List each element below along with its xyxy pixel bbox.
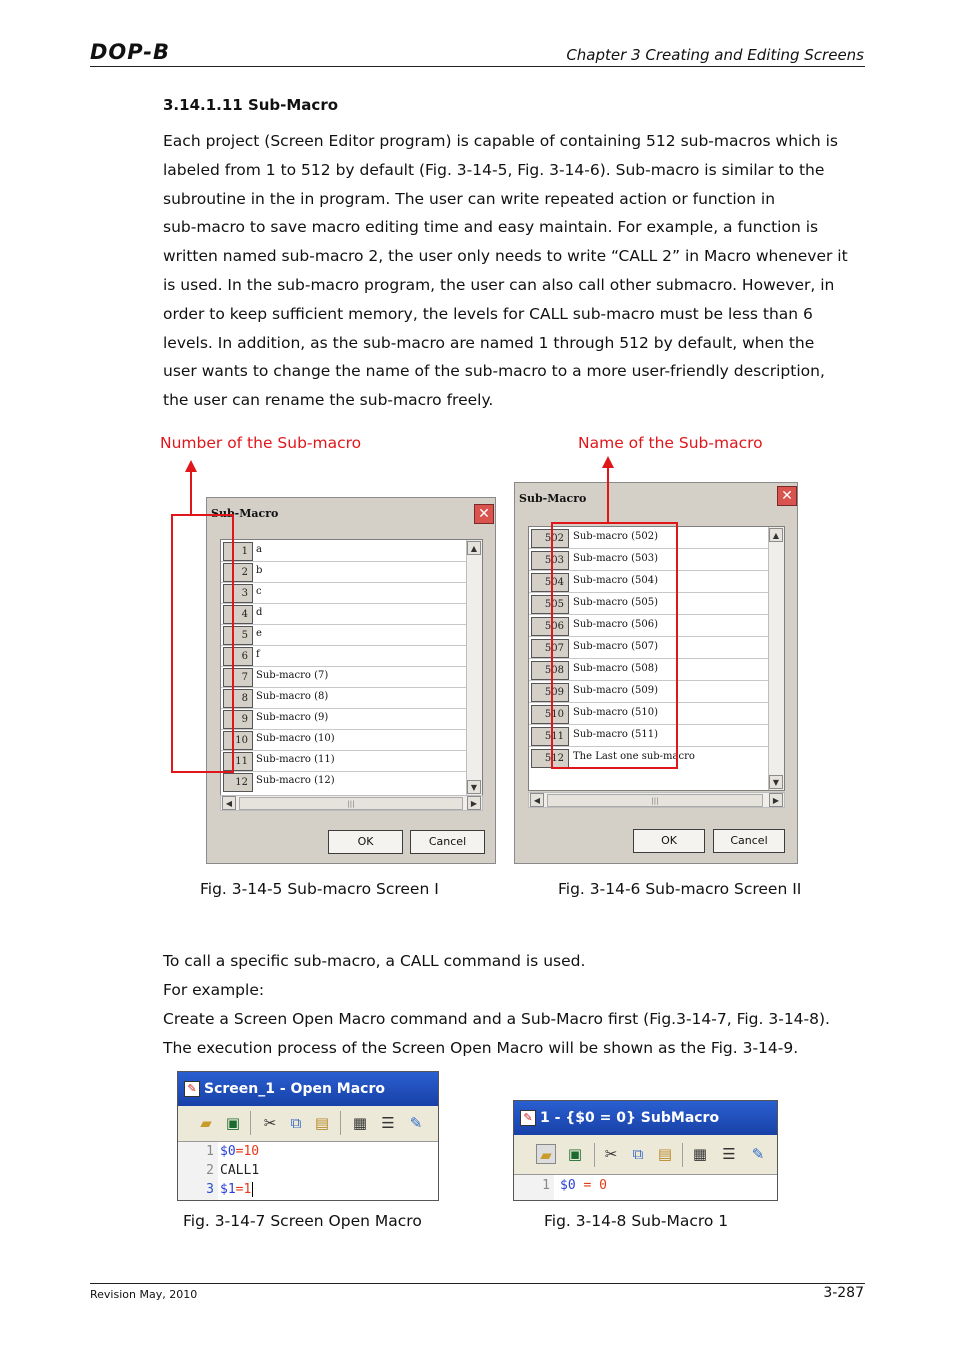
row-number: 505 <box>531 595 569 614</box>
row-name: Sub-macro (504) <box>573 575 658 586</box>
row-name: e <box>256 628 262 639</box>
row-number: 502 <box>531 529 569 548</box>
row-name: b <box>256 565 263 576</box>
horizontal-scrollbar[interactable] <box>220 795 483 811</box>
macro-toolbar <box>514 1135 777 1175</box>
row-number: 4 <box>223 605 253 624</box>
row-number: 3 <box>223 584 253 603</box>
figure-caption: Fig. 3-14-7 Screen Open Macro <box>183 1212 422 1230</box>
vertical-scrollbar[interactable] <box>768 527 784 790</box>
row-number: 508 <box>531 661 569 680</box>
row-name: Sub-macro (11) <box>256 754 335 765</box>
page-number: 3-287 <box>823 1285 864 1301</box>
scroll-thumb[interactable]: ||| <box>547 794 763 807</box>
row-name: a <box>256 544 262 555</box>
close-icon[interactable]: ✕ <box>474 504 494 524</box>
row-number: 506 <box>531 617 569 636</box>
list-item[interactable] <box>221 667 482 688</box>
row-number: 9 <box>223 710 253 729</box>
cut-icon[interactable]: ✂ <box>263 1114 277 1132</box>
scroll-down-icon[interactable]: ▼ <box>769 775 783 789</box>
line-number: 2 <box>206 1163 214 1178</box>
scroll-right-icon[interactable]: ▶ <box>467 796 481 810</box>
row-name: Sub-macro (10) <box>256 733 335 744</box>
code-line: $0 = 0 <box>560 1178 607 1193</box>
text-cursor <box>252 1182 253 1197</box>
body-text: To call a specific sub-macro, a CALL command is used. <box>163 952 586 970</box>
name-arrow-line <box>607 466 609 522</box>
body-text: For example: <box>163 981 265 999</box>
paragraph-line: is used. In the sub-macro program, the user can also call other submacro. However, in <box>163 275 835 294</box>
copy-icon[interactable]: ⧉ <box>632 1145 644 1163</box>
chapter-title: Chapter 3 Creating and Editing Screens <box>566 46 864 64</box>
copy-icon[interactable]: ⧉ <box>290 1114 302 1132</box>
paragraph-line: written named sub-macro 2, the user only needs to write “CALL 2” in Macro whenever it <box>163 247 848 266</box>
list-item[interactable] <box>221 646 482 667</box>
name-annotation: Name of the Sub-macro <box>578 434 763 452</box>
brand-logo: DOP-B <box>90 40 171 64</box>
row-name: Sub-macro (510) <box>573 707 658 718</box>
body-text: The execution process of the Screen Open Macro will be shown as the Fig. 3-14-9. <box>163 1039 799 1057</box>
dialog-title: Sub-Macro <box>211 507 279 520</box>
row-name: c <box>256 586 262 597</box>
row-name: Sub-macro (505) <box>573 597 658 608</box>
paragraph-line: subroutine in the in program. The user can write repeated action or function in <box>163 189 776 208</box>
window-title: Screen_1 - Open Macro <box>204 1081 386 1097</box>
paragraph-line: labeled from 1 to 512 by default (Fig. 3-14-5, Fig. 3-14-6). Sub-macro is similar to the <box>163 160 825 179</box>
row-name: Sub-macro (508) <box>573 663 658 674</box>
ok-button[interactable]: OK <box>328 830 403 854</box>
row-number: 12 <box>223 773 253 792</box>
list-item[interactable] <box>221 604 482 625</box>
save-icon[interactable]: ▣ <box>567 1145 583 1163</box>
figure-caption: Fig. 3-14-6 Sub-macro Screen II <box>558 880 802 898</box>
toolbar-separator <box>250 1111 251 1135</box>
row-name: Sub-macro (511) <box>573 729 658 740</box>
arrow-up-icon <box>185 460 197 472</box>
section-title: 3.14.1.11 Sub-Macro <box>163 96 339 114</box>
macro-icon: ✎ <box>520 1110 536 1126</box>
compile-icon[interactable]: ☰ <box>381 1114 395 1132</box>
paragraph-line: levels. In addition, as the sub-macro are named 1 through 512 by default, when the <box>163 333 815 352</box>
arrow-up-icon <box>602 456 614 468</box>
row-number: 509 <box>531 683 569 702</box>
list-item[interactable] <box>221 562 482 583</box>
row-name: Sub-macro (9) <box>256 712 329 723</box>
row-name: Sub-macro (12) <box>256 775 335 786</box>
row-number: 507 <box>531 639 569 658</box>
list-item[interactable] <box>221 751 482 772</box>
list-item[interactable] <box>221 583 482 604</box>
scroll-up-icon[interactable]: ▲ <box>467 541 481 555</box>
code-line: $0=10 <box>220 1144 260 1159</box>
scroll-thumb[interactable]: ||| <box>239 797 463 810</box>
row-number: 6 <box>223 647 253 666</box>
row-number: 2 <box>223 563 253 582</box>
submacro-dialog-1 <box>206 497 496 864</box>
list-item[interactable] <box>221 772 482 793</box>
macro-toolbar <box>178 1106 438 1142</box>
line-number: 3 <box>206 1182 214 1197</box>
toolbar-separator <box>682 1143 683 1167</box>
row-number: 7 <box>223 668 253 687</box>
footer-rule <box>90 1283 865 1284</box>
code-line: CALL1 <box>220 1163 260 1178</box>
find-icon[interactable]: ▦ <box>692 1145 708 1163</box>
scroll-up-icon[interactable]: ▲ <box>769 528 783 542</box>
list-item[interactable] <box>221 709 482 730</box>
paragraph-line: order to keep sufficient memory, the levels for CALL sub-macro must be less than 6 <box>163 304 813 323</box>
submacro-window <box>513 1100 778 1201</box>
window-title: 1 - {$0 = 0} SubMacro <box>540 1110 720 1126</box>
window-titlebar <box>514 1101 777 1135</box>
row-name: The Last one sub-macro <box>573 751 695 762</box>
row-name: Sub-macro (506) <box>573 619 658 630</box>
row-number: 503 <box>531 551 569 570</box>
list-item[interactable] <box>221 688 482 709</box>
compile-icon[interactable]: ☰ <box>722 1145 736 1163</box>
toolbar-separator <box>340 1111 341 1135</box>
row-number: 511 <box>531 727 569 746</box>
row-number: 504 <box>531 573 569 592</box>
macro-icon: ✎ <box>184 1081 200 1097</box>
line-number: 1 <box>542 1178 550 1193</box>
edit-icon[interactable]: ✎ <box>409 1114 423 1132</box>
paragraph-line: the user can rename the sub-macro freely. <box>163 391 494 410</box>
row-number: 5 <box>223 626 253 645</box>
open-macro-window <box>177 1071 439 1201</box>
line-number: 1 <box>206 1144 214 1159</box>
cancel-button[interactable]: Cancel <box>713 829 785 853</box>
open-icon[interactable]: ▰ <box>200 1114 212 1132</box>
list-item[interactable] <box>221 541 482 562</box>
row-name: Sub-macro (503) <box>573 553 658 564</box>
row-name: Sub-macro (502) <box>573 531 658 542</box>
number-arrow-line <box>190 470 192 514</box>
scroll-left-icon[interactable]: ◀ <box>222 796 236 810</box>
row-number: 512 <box>531 749 569 768</box>
scroll-left-icon[interactable]: ◀ <box>530 793 544 807</box>
submacro-grid <box>220 539 483 796</box>
close-icon[interactable]: ✕ <box>777 486 797 506</box>
dialog-title: Sub-Macro <box>519 492 587 505</box>
horizontal-scrollbar[interactable] <box>528 792 785 808</box>
vertical-scrollbar[interactable] <box>466 540 482 795</box>
row-name: Sub-macro (8) <box>256 691 329 702</box>
edit-icon[interactable]: ✎ <box>751 1145 765 1163</box>
window-titlebar <box>178 1072 438 1106</box>
paragraph-line: Each project (Screen Editor program) is capable of containing 512 sub-macros which is <box>163 132 838 150</box>
paste-icon[interactable]: ▤ <box>314 1114 330 1132</box>
paragraph-line: user wants to change the name of the sub-macro to a more user-friendly description, <box>163 362 825 381</box>
header-rule <box>90 66 865 67</box>
scroll-down-icon[interactable]: ▼ <box>467 780 481 794</box>
toolbar-separator <box>594 1143 595 1167</box>
row-number: 510 <box>531 705 569 724</box>
revision-text: Revision May, 2010 <box>90 1288 198 1301</box>
row-name: f <box>256 649 260 660</box>
row-name: Sub-macro (509) <box>573 685 658 696</box>
row-name: Sub-macro (507) <box>573 641 658 652</box>
cut-icon[interactable]: ✂ <box>604 1145 618 1163</box>
find-icon[interactable]: ▦ <box>352 1114 368 1132</box>
row-number: 1 <box>223 542 253 561</box>
paste-icon[interactable]: ▤ <box>657 1145 673 1163</box>
save-icon[interactable]: ▣ <box>225 1114 241 1132</box>
paragraph-line: sub-macro to save macro editing time and easy maintain. For example, a function is <box>163 218 819 237</box>
row-number: 8 <box>223 689 253 708</box>
row-number: 10 <box>223 731 253 750</box>
code-line: $1=1 <box>220 1182 252 1197</box>
scroll-right-icon[interactable]: ▶ <box>769 793 783 807</box>
body-text: Create a Screen Open Macro command and a Sub-Macro first (Fig.3-14-7, Fig. 3-14-8). <box>163 1010 830 1028</box>
intro-paragraph <box>163 127 869 415</box>
number-annotation: Number of the Sub-macro <box>160 434 362 452</box>
figure-caption: Fig. 3-14-8 Sub-Macro 1 <box>544 1212 729 1230</box>
row-name: Sub-macro (7) <box>256 670 329 681</box>
ok-button[interactable]: OK <box>633 829 705 853</box>
row-number: 11 <box>223 752 253 771</box>
row-name: d <box>256 607 263 618</box>
name-highlight-box <box>551 522 678 769</box>
number-highlight-box <box>171 514 234 773</box>
cancel-button[interactable]: Cancel <box>410 830 485 854</box>
open-icon[interactable]: ▰ <box>536 1144 556 1164</box>
list-item[interactable] <box>221 625 482 646</box>
list-item[interactable] <box>221 730 482 751</box>
figure-caption: Fig. 3-14-5 Sub-macro Screen I <box>200 880 439 898</box>
